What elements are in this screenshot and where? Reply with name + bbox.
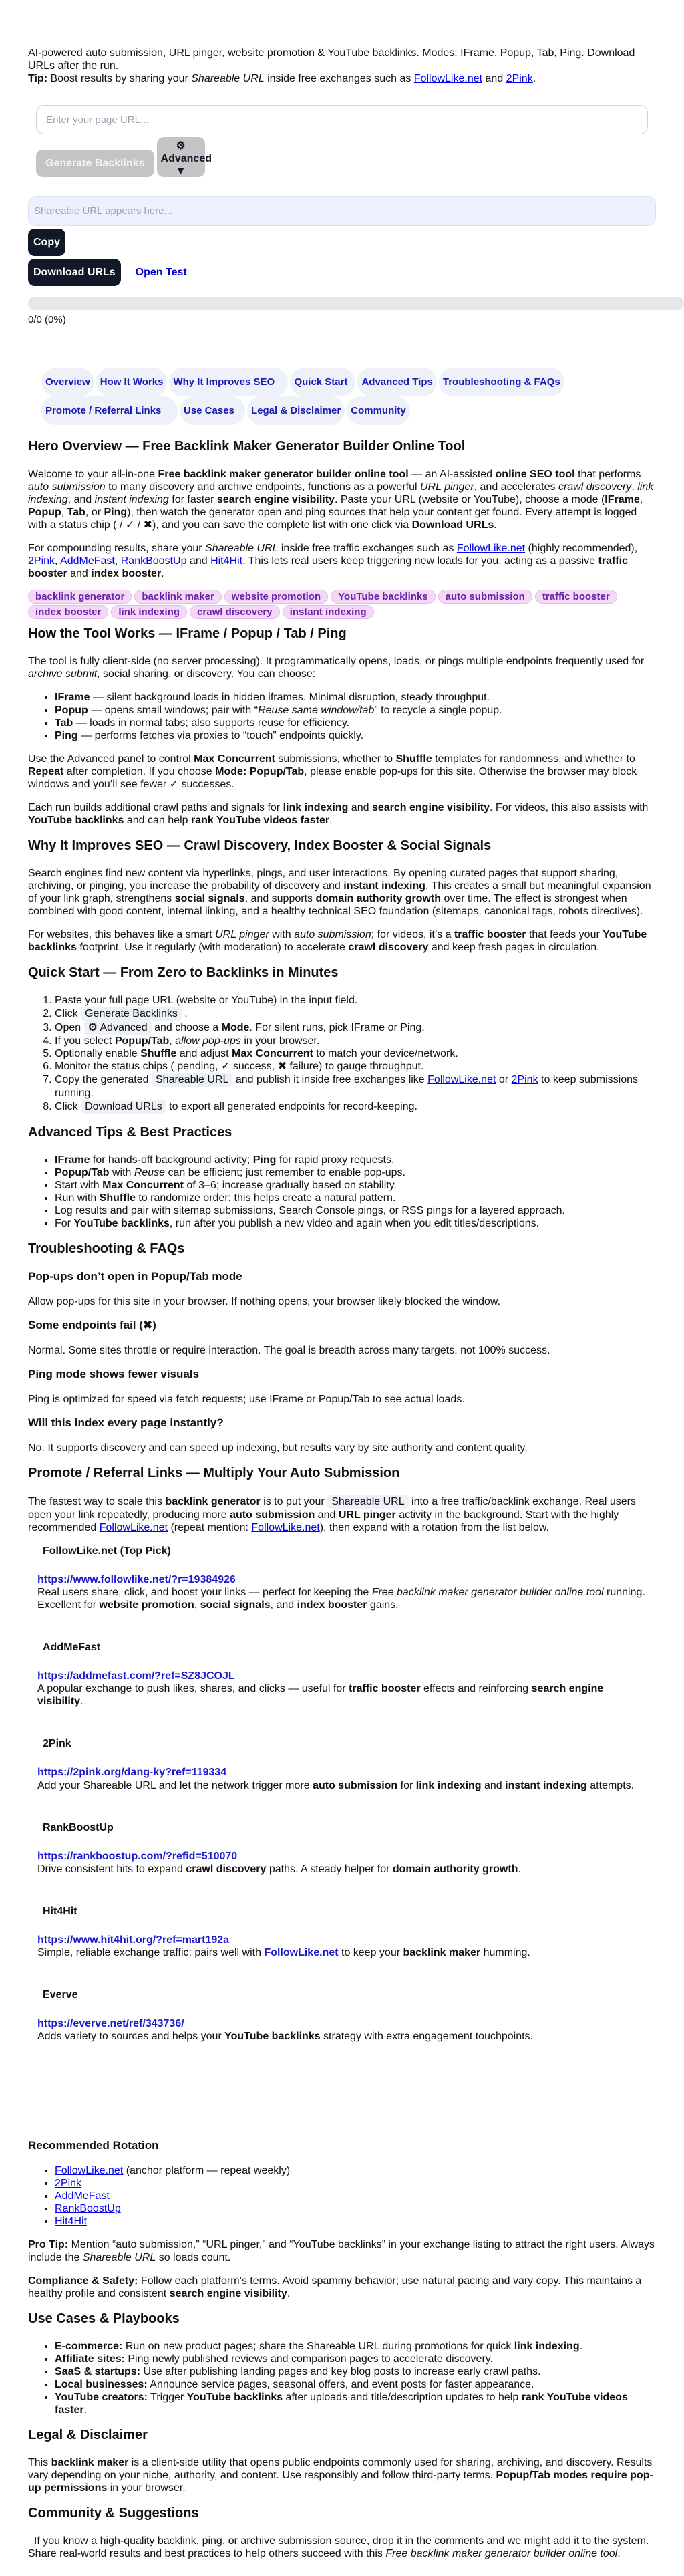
referral-card-2pink: 2Pink https://2pink.org/dang-ky?ref=119334 Add your Shareable URL and let the network trigger more auto submission for link indexing and instant indexing attempts. bbox=[28, 1737, 656, 1791]
how-title: How the Tool Works — IFrame / Popup / Tab / Ping bbox=[28, 626, 347, 641]
nav-use-cases[interactable]: Use Cases bbox=[180, 396, 245, 425]
action-row bbox=[36, 137, 648, 177]
tag: backlink generator bbox=[28, 590, 132, 604]
tip-item: • Start with Max Concurrent of 3–6; increase gradually based on stability. bbox=[55, 1179, 656, 1192]
rotation-title: Recommended Rotation bbox=[28, 2139, 159, 2152]
tag: website promotion bbox=[224, 590, 328, 604]
advanced-label: ⚙ Advanced bbox=[160, 140, 212, 164]
link-2pink[interactable]: 2Pink bbox=[511, 1074, 538, 1085]
faq-question: Some endpoints fail (✖) bbox=[28, 1319, 156, 1331]
referral-card-everve: Everve https://everve.net/ref/343736/ Adds variety to sources and helps your YouTube backlinks strategy with extra engagement touchpoints. bbox=[28, 1988, 656, 2043]
hero-title: Hero Overview — Free Backlink Maker Generator Builder Online Tool bbox=[28, 439, 466, 454]
step: 3. Open ⚙ Advanced and choose a Mode. For silent runs, pick IFrame or Ping. bbox=[55, 1021, 656, 1035]
faq-answer: Ping is optimized for speed via fetch requests; use IFrame or Popup/Tab to see actual loads. bbox=[28, 1394, 465, 1405]
why-title: Why It Improves SEO — Crawl Discovery, Index Booster & Social Signals bbox=[28, 838, 492, 853]
tip-item: • Run with Shuffle to randomize order; this helps create a natural pattern. bbox=[55, 1192, 656, 1204]
progress-text: 0/0 (0%) bbox=[28, 314, 66, 326]
promote-title: Promote / Referral Links — Multiply Your Auto Submission bbox=[28, 1466, 400, 1480]
link-hit4hit[interactable]: Hit4Hit bbox=[210, 555, 243, 567]
why-seo-section: Why It Improves SEO — Crawl Discovery, Index Booster & Social Signals Search engines find new content via hyperlinks, pings, and user interactions. By opening curated pages that support sharing, archiving, or pinging, you increase the probability of discovery and instant indexing. This creates a small but meaningful expansion of your link graph, strengthens social signals, and supports domain authority growth over time. The effect is strongest when combined with good content, internal linking, and a healthy technical SEO foundation (sitemaps, canonical tags, robots directives). For websites, this behaves like a smart URL pinger with auto submission; for videos, it’s a traffic booster that feeds your YouTube backlinks footprint. Use it regularly (with moderation) to accelerate crawl discovery and keep fresh pages in circulation. bbox=[28, 838, 656, 954]
link-followlike[interactable]: FollowLike.net bbox=[99, 1522, 168, 1533]
mode-item: • Ping — performs fetches via proxies to “touch” endpoints quickly. bbox=[55, 729, 656, 742]
nav-troubleshooting[interactable]: Troubleshooting & FAQs bbox=[439, 368, 564, 396]
nav-legal[interactable]: Legal & Disclaimer bbox=[247, 396, 345, 425]
advanced-toggle-button[interactable] bbox=[157, 137, 212, 177]
quick-start-section bbox=[28, 964, 656, 1114]
tip: Tip: Boost results by sharing your Shareable URL inside free exchanges such as FollowLike.net and 2Pink. bbox=[28, 73, 536, 84]
step: 8. Click Download URLs to export all generated endpoints for record-keeping. bbox=[55, 1100, 656, 1114]
hero-paragraph-1: Welcome to your all-in-one Free backlink maker generator builder online tool — an AI-assisted online SEO tool that performs auto submission to many discovery and archive endpoints, functions as a powerful URL pinger, and accelerates crawl discovery, link indexing, and instant indexing for faster search engine visibility. Paste your URL (website or YouTube), choose a mode (IFrame, Popup, Tab, or Ping), then watch the generator open and ping sources that help your content get found. Every attempt is logged with a status chip ( / ✓ / ✖), and you can save the complete list with one click via Download URLs. bbox=[28, 469, 654, 531]
step: 1. Paste your full page URL (website or YouTube) in the input field. bbox=[55, 994, 656, 1007]
link-2pink[interactable]: 2Pink bbox=[28, 555, 55, 567]
quick-title: Quick Start — From Zero to Backlinks in Minutes bbox=[28, 965, 339, 980]
referral-list bbox=[28, 1545, 656, 2043]
promote-section: Promote / Referral Links — Multiply Your Auto Submission The fastest way to scale this backlink generator is to put your Shareable URL into a free traffic/backlink exchange. Real users open your link repeatedly, producing more auto submission and URL pinger activity in the background. Start with the highly recommended FollowLike.net (repeat mention: FollowLike.net), then expand with a rotation from the list below. FollowLike.net (Top Pick) https://www.followlike.net/?r=19384926 Real users share, click, and boost your links — perfect for keeping the Free backlink maker generator builder online tool running. Excellent for website promotion, social signals, and index booster gains. AddMeFast https://addmefast.com/?ref=SZ8JCOJL A popular exchange to push likes, shares, and clicks — useful for traffic booster effects and reinforcing search engine visibility. 2Pink https://2pink.org/dang-ky?ref=119334 Add your Shareable URL and let the network trigger more auto submission for link indexing and instant indexing attempts. RankBoostUp https://rankboostup.com/?refid=510070 Drive consistent hits to expand crawl discovery paths. A steady helper for domain authority growth. Hit4Hit https://www.hit4hit.org/?ref=mart192a Simple, reliable exchange traffic; pairs well with FollowLike.net to keep your backlink maker humming. Everve https://everve.net/ref/343736/ Adds variety to sources and helps your YouTube backlinks strategy with extra engagement touchpoints. Recommended Rotation • FollowLike.net (anchor platform — repeat weekly) • 2Pink • AddMeFast • RankBoostUp • Hit4Hit Pro Tip: Mention “auto submission,” “URL pinger,” and “YouTube backlinks” in your exchange listing to attract the right users. Always include the Shareable URL so loads count. Compliance & Safety: Follow each platform’s terms. Avoid spammy behavior; use natural pacing and vary copy. This maintains a healthy profile and consistent search engine visibility. bbox=[28, 1465, 656, 2300]
faq-question: Pop-ups don’t open in Popup/Tab mode bbox=[28, 1270, 242, 1283]
referral-url[interactable]: https://addmefast.com/?ref=SZ8JCOJL bbox=[37, 1670, 235, 1682]
referral-card-hit4hit: Hit4Hit https://www.hit4hit.org/?ref=mart192a Simple, reliable exchange traffic; pairs well with FollowLike.net to keep your backlink maker humming. bbox=[28, 1905, 656, 1959]
advanced-tips-section bbox=[28, 1124, 656, 1230]
tagline: AI-powered auto submission, URL pinger, website promotion & YouTube backlinks. Modes: IFrame, Popup, Tab, Ping. Download URLs after the run. bbox=[28, 47, 635, 72]
nav-why-seo[interactable]: Why It Improves SEO bbox=[169, 368, 288, 396]
link-addmefast[interactable]: AddMeFast bbox=[60, 555, 115, 567]
nav-how-it-works[interactable]: How It Works bbox=[96, 368, 168, 396]
compliance-note: Compliance & Safety: Follow each platform’s terms. Avoid spammy behavior; use natural pacing and vary copy. This maintains a healthy profile and consistent search engine visibility. bbox=[28, 2275, 642, 2300]
tip-item: • Log results and pair with sitemap submissions, Search Console pings, or RSS pings for a layered approach. bbox=[55, 1204, 656, 1217]
tag: traffic booster bbox=[535, 590, 617, 604]
faq-section bbox=[28, 1241, 656, 1454]
generator-tool bbox=[28, 105, 656, 177]
tag: instant indexing bbox=[283, 605, 374, 619]
nav-community[interactable]: Community bbox=[347, 396, 410, 425]
referral-url[interactable]: https://rankboostup.com/?refid=510070 bbox=[37, 1850, 238, 1862]
tag: YouTube backlinks bbox=[331, 590, 435, 604]
link-rankboostup[interactable]: RankBoostUp bbox=[120, 555, 187, 567]
rotation-link[interactable]: RankBoostUp bbox=[55, 2203, 121, 2215]
shareable-url-chip: Shareable URL bbox=[152, 1073, 232, 1087]
step: 7. Copy the generated Shareable URL and publish it inside free exchanges like FollowLike.net or 2Pink to keep submissions running. bbox=[55, 1073, 656, 1100]
referral-card-rankboostup: RankBoostUp https://rankboostup.com/?refid=510070 Drive consistent hits to expand crawl discovery paths. A steady helper for domain authority growth. bbox=[28, 1821, 656, 1876]
legal-title: Legal & Disclaimer bbox=[28, 2428, 148, 2443]
referral-card-followlike: FollowLike.net (Top Pick) https://www.followlike.net/?r=19384926 Real users share, click, and boost your links — perfect for keeping the Free backlink maker generator builder online tool running. Excellent for website promotion, social signals, and index booster gains. bbox=[28, 1545, 656, 1612]
community-section: Community & Suggestions If you know a high-quality backlink, ping, or archive submission source, drop it in the comments and we might add it to the system. Share real-world results and best practices to help others succeed with this Free backlink maker generator builder online tool. bbox=[28, 2505, 656, 2560]
faq-question: Ping mode shows fewer visuals bbox=[28, 1368, 200, 1380]
keyword-tags bbox=[28, 590, 649, 620]
tip-item: • IFrame for hands-off background activity; Ping for rapid proxy requests. bbox=[55, 1154, 656, 1166]
how-it-works-section: How the Tool Works — IFrame / Popup / Tab / Ping The tool is fully client-side (no server processing). It programmatically opens, loads, or pings multiple endpoints frequently used for archive submit, social sharing, or discovery. You can choose: • IFrame — silent background loads in hidden iframes. Minimal disruption, steady throughput. • Popup — opens small windows; pair with “Reuse same window/tab” to recycle a single popup. • Tab — loads in normal tabs; also supports reuse for efficiency. • Ping — performs fetches via proxies to “touch” endpoints quickly. Use the Advanced panel to control Max Concurrent submissions, whether to Shuffle templates for randomness, and whether to Repeat after completion. If you choose Mode: Popup/Tab, please enable pop-ups for this site. Otherwise the browser may block windows and you’ll see fewer ✓ successes. Each run builds additional crawl paths and signals for link indexing and search engine visibility. For videos, this also assists with YouTube backlinks and can help rank YouTube videos faster. bbox=[28, 626, 656, 827]
faq-answer: Allow pop-ups for this site in your browser. If nothing opens, your browser likely blocked the window. bbox=[28, 1296, 501, 1307]
usecases-list: • E-commerce: Run on new product pages; share the Shareable URL during promotions for quick link indexing. • Affiliate sites: Ping newly published reviews and comparison pages to accelerate discovery. • SaaS & startups: Use after publishing landing pages and key blog posts to increase early crawl paths. • Local businesses: Announce service pages, seasonal offers, and event posts for faster appearance. • YouTube creators: Trigger YouTube backlinks after uploads and title/description updates to help rank YouTube videos faster. bbox=[28, 2340, 656, 2416]
nav-quick-start[interactable]: Quick Start bbox=[290, 368, 355, 396]
referral-url[interactable]: https://2pink.org/dang-ky?ref=119334 bbox=[37, 1767, 227, 1779]
copy-button[interactable]: Copy bbox=[28, 229, 65, 256]
referral-url[interactable]: https://everve.net/ref/343736/ bbox=[37, 2017, 184, 2029]
rotation-link[interactable]: AddMeFast bbox=[55, 2190, 110, 2202]
step: 4. If you select Popup/Tab, allow pop-ups in your browser. bbox=[55, 1035, 656, 1047]
nav-promote-referral[interactable]: Promote / Referral Links bbox=[41, 396, 178, 425]
quick-steps bbox=[28, 994, 656, 1114]
rotation-list: • FollowLike.net (anchor platform — repeat weekly) • 2Pink • AddMeFast • RankBoostUp • Hit4Hit bbox=[28, 2164, 656, 2228]
link-followlike[interactable]: FollowLike.net bbox=[456, 543, 526, 554]
advanced-title: Advanced Tips & Best Practices bbox=[28, 1125, 232, 1140]
nav-advanced-tips[interactable]: Advanced Tips bbox=[357, 368, 436, 396]
section-nav bbox=[28, 368, 656, 425]
progress-bar bbox=[28, 297, 684, 310]
tag: crawl discovery bbox=[190, 605, 280, 619]
rotation-link[interactable]: FollowLike.net bbox=[55, 2165, 124, 2177]
open-test-link[interactable]: Open Test bbox=[135, 266, 187, 278]
tip-link-followlike[interactable]: FollowLike.net bbox=[413, 73, 483, 84]
download-chip: Download URLs bbox=[81, 1100, 166, 1114]
chevron-down-icon: ▼ bbox=[175, 166, 186, 177]
hero-paragraph-2: For compounding results, share your Shareable URL inside free traffic exchanges such as FollowLike.net (highly recommended), 2Pink, AddMeFast, RankBoostUp and Hit4Hit. This lets real users keep triggering new loads for you, acting as a passive traffic booster and index booster. bbox=[28, 543, 638, 579]
faq-question: Will this index every page instantly? bbox=[28, 1416, 224, 1429]
content bbox=[28, 438, 656, 2560]
step: 6. Monitor the status chips ( pending, ✓ success, ✖ failure) to gauge throughput. bbox=[55, 1060, 656, 1073]
advanced-list bbox=[28, 1154, 656, 1230]
hero-section bbox=[28, 438, 656, 620]
shareable-url-chip: Shareable URL bbox=[327, 1495, 408, 1509]
use-cases-section bbox=[28, 2311, 656, 2416]
tip-item: • For YouTube backlinks, run after you publish a new video and again when you edit titles/descriptions. bbox=[55, 1217, 656, 1230]
legal-section: Legal & Disclaimer This backlink maker is a client-side utility that opens public endpoints commonly used for sharing, archiving, and discovery. Results vary depending on your niche, authority, and content. Use responsibly and follow third-party terms. Popup/Tab modes require pop-up permissions in your browser. bbox=[28, 2427, 656, 2494]
share-section bbox=[28, 196, 656, 326]
link-followlike-repeat[interactable]: FollowLike.net bbox=[251, 1522, 320, 1533]
nav-overview[interactable]: Overview bbox=[41, 368, 94, 396]
link-followlike[interactable]: FollowLike.net bbox=[264, 1946, 339, 1958]
tip-link-2pink[interactable]: 2Pink bbox=[506, 73, 533, 84]
tag: backlink maker bbox=[134, 590, 221, 604]
shareable-url-input[interactable] bbox=[28, 196, 656, 226]
link-followlike[interactable]: FollowLike.net bbox=[428, 1074, 496, 1085]
page-url-input[interactable] bbox=[36, 105, 648, 134]
faq-title: Troubleshooting & FAQs bbox=[28, 1241, 185, 1256]
referral-url[interactable]: https://www.followlike.net/?r=19384926 bbox=[37, 1574, 236, 1585]
rotation-link[interactable]: 2Pink bbox=[55, 2178, 82, 2190]
rotation-link[interactable]: Hit4Hit bbox=[55, 2216, 88, 2228]
modes-list bbox=[28, 691, 656, 742]
usecases-title: Use Cases & Playbooks bbox=[28, 2311, 180, 2327]
download-urls-button[interactable]: Download URLs bbox=[28, 259, 121, 286]
step: 5. Optionally enable Shuffle and adjust Max Concurrent to match your device/network. bbox=[55, 1047, 656, 1060]
mode-item: • Popup — opens small windows; pair with “Reuse same window/tab” to recycle a single popup. bbox=[55, 704, 656, 717]
mode-item: • Tab — loads in normal tabs; also supports reuse for efficiency. bbox=[55, 717, 656, 729]
tag: link indexing bbox=[111, 605, 187, 619]
pro-tip: Pro Tip: Mention “auto submission,” “URL pinger,” and “YouTube backlinks” in your exchange listing to attract the right users. Always include the Shareable URL so loads count. bbox=[28, 2239, 655, 2264]
referral-url[interactable]: https://www.hit4hit.org/?ref=mart192a bbox=[37, 1934, 230, 1946]
advanced-chip: ⚙ Advanced bbox=[84, 1021, 152, 1035]
generate-chip: Generate Backlinks bbox=[81, 1007, 182, 1021]
step: 2. Click Generate Backlinks . bbox=[55, 1007, 656, 1021]
intro bbox=[28, 47, 656, 85]
tag: auto submission bbox=[438, 590, 532, 604]
mode-item: • IFrame — silent background loads in hidden iframes. Minimal disruption, steady throughput. bbox=[55, 691, 656, 704]
tag: index booster bbox=[28, 605, 108, 619]
generate-backlinks-button[interactable]: Generate Backlinks bbox=[36, 150, 154, 177]
faq-answer: Normal. Some sites throttle or require interaction. The goal is breadth across many targets, not 100% success. bbox=[28, 1345, 550, 1356]
community-title: Community & Suggestions bbox=[28, 2506, 199, 2521]
referral-card-addmefast: AddMeFast https://addmefast.com/?ref=SZ8JCOJL A popular exchange to push likes, shares, and clicks — useful for traffic booster effects and reinforcing search engine visibility. bbox=[28, 1641, 656, 1708]
tip-item: • Popup/Tab with Reuse can be efficient; just remember to enable pop-ups. bbox=[55, 1166, 656, 1179]
faq-answer: No. It supports discovery and can speed up indexing, but results vary by site authority and content quality. bbox=[28, 1442, 528, 1454]
